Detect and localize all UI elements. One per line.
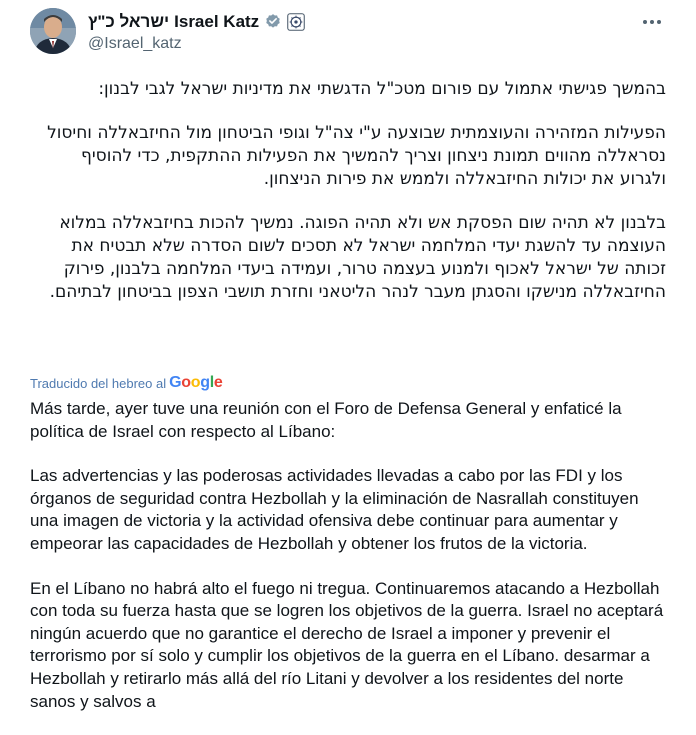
google-logo-letter: e [213,374,223,391]
hebrew-paragraph: בלבנון לא תהיה שום הפסקת אש ולא תהיה הפוגה. נמשיך להכות בחיזבאללה במלוא העוצמה עד להשגת יעדי המלחמה ישראל לא תסכים לשום הסדרה שלא תבטיח את זכותה של ישראל לאכוף ולמנוע בעצמה טרור, ועמידה ביעדי המלחמה בלבנון, פירוק החיזבאללה מנישקו והסגתן מעבר לנהר הליטאני וחזרת תושבי הצפון בביטחון לבתיהם. [49,213,666,302]
more-options-button[interactable] [640,12,664,32]
affiliation-emblem-icon[interactable] [287,13,305,31]
google-logo-letter: G [169,374,182,391]
author-handle[interactable]: @Israel_katz [88,35,182,52]
hebrew-paragraph: הפעילות המזהירה והעוצמתית שבוצעה ע"י צה"ל וגופי הביטחון מול החיזבאללה וחיסול נסראללה מהווים תמונת ניצחון וצריך להמשיך את הפעילות ההתקפית, כדי להוסיף ולגרוע את יכולות החיזבאללה ולממש את פירות הניצחון. [47,123,666,189]
google-logo [169,374,222,392]
hebrew-paragraph: בהמשך פגישתי אתמול עם פורום מטכ"ל הדגשתי את מדיניות ישראל לגבי לבנון: [98,79,666,99]
display-name[interactable]: Israel Katz [174,12,260,31]
verified-badge-icon[interactable] [264,13,282,31]
hebrew-name[interactable]: ישראל כ"ץ [88,12,170,31]
google-logo-letter: g [200,374,210,391]
author-row [88,11,305,33]
translated-paragraph: Las advertencias y las poderosas actividades llevadas a cabo por las FDI y los órganos de seguridad contra Hezbollah y la eliminación de Nasrallah constituyen una imagen de victoria y la actividad ofensiva debe continuar para aumentar y empeorar las capacidades de Hezbollah y obtener los frutos de la victoria. [30,466,639,553]
translation-credit[interactable] [30,373,222,393]
translation-credit-label: Traducido del hebreo al [30,375,167,391]
google-logo-letter: o [181,374,191,391]
more-options-icon [642,19,662,25]
google-logo-letter: l [209,374,214,391]
hebrew-post-text [30,78,666,325]
avatar-portrait [30,8,76,54]
avatar[interactable] [30,8,76,54]
translated-paragraph: Más tarde, ayer tuve una reunión con el Foro de Defensa General y enfaticé la política de Israel con respecto al Líbano: [30,399,622,441]
translated-post-text [30,398,670,735]
translated-paragraph: En el Líbano no habrá alto el fuego ni tregua. Continuaremos atacando a Hezbollah con toda su fuerza hasta que se logren los objetivos de la guerra. Israel no aceptará ningún acuerdo que no garantice el derecho de Israel a imponer y prevenir el terrorismo por sí solo y cumplir los objetivos de la guerra en el Líbano. desarmar a Hezbollah y retirarlo más allá del río Litani y devolver a los residentes del norte sanos y salvos a [30,578,664,711]
google-logo-letter: o [190,374,201,391]
